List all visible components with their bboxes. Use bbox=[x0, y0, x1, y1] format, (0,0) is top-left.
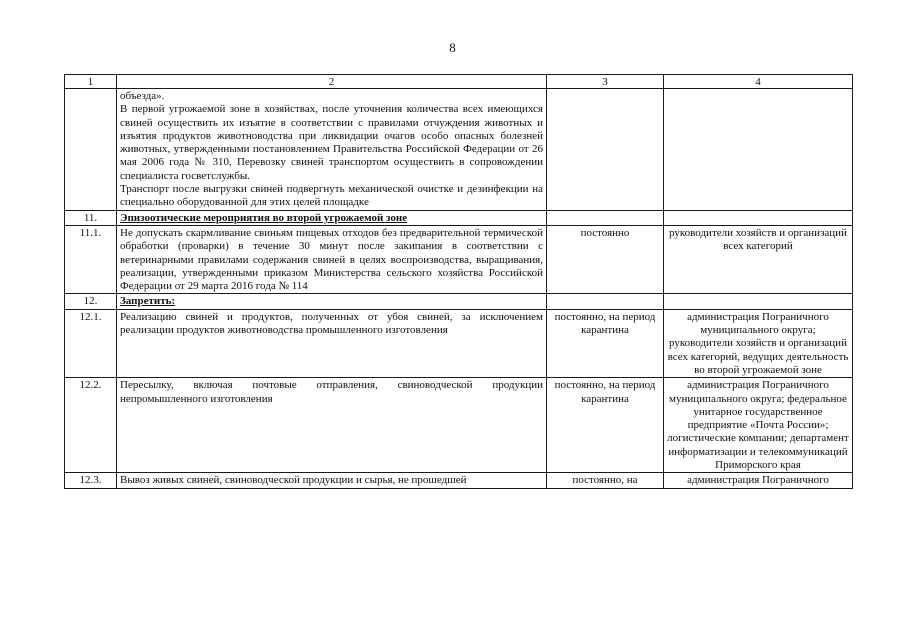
row-responsible bbox=[664, 89, 853, 211]
row-number: 12. bbox=[65, 294, 117, 309]
row-number bbox=[65, 89, 117, 211]
row-text bbox=[117, 89, 547, 211]
row-paragraph: В первой угрожаемой зоне в хозяйствах, после уточнения количества всех имеющихся свиней осуществить их изъятие в соответствии с правилами отчуждения животных и изъятия продуктов животноводства при ликвидации очагов особо опасных болезней животных, утвержденными постановлением Правительства Российской Федерации от 26 мая 2006 года № 310, Перевозку свиней транспортом осуществить в сопровождении специалиста госветслужбы. bbox=[120, 103, 543, 182]
table-row bbox=[65, 225, 853, 293]
row-responsible: администрация Пограничного bbox=[664, 473, 853, 488]
row-term bbox=[547, 89, 664, 211]
table-row bbox=[65, 309, 853, 377]
row-paragraph: Транспорт после выгрузки свиней подвергнуть механической очистке и дезинфекции на специально оборудованной для этих целей площадке bbox=[120, 183, 543, 209]
measures-table bbox=[64, 74, 853, 489]
table-row bbox=[65, 473, 853, 488]
section-heading: Эпизоотические мероприятия во второй угрожаемой зоне bbox=[117, 210, 547, 225]
header-cell-2: 2 bbox=[117, 75, 547, 89]
row-term: постоянно bbox=[547, 225, 664, 293]
table-row-section bbox=[65, 210, 853, 225]
row-responsible: руководители хозяйств и организаций всех категорий bbox=[664, 225, 853, 293]
row-text: Не допускать скармливание свиньям пищевых отходов без предварительной термической обработки (проварки) в течение 30 минут после закипания в соответствии с ветеринарными правилами содержания свиней в целях воспроизводства, выращивания, реализации, утвержденными приказом Министерства сельского хозяйства Российской Федерации от 29 марта 2016 года № 114 bbox=[117, 225, 547, 293]
row-number: 12.1. bbox=[65, 309, 117, 377]
row-term bbox=[547, 210, 664, 225]
row-number: 12.3. bbox=[65, 473, 117, 488]
row-number: 12.2. bbox=[65, 378, 117, 473]
row-term: постоянно, на bbox=[547, 473, 664, 488]
header-cell-4: 4 bbox=[664, 75, 853, 89]
row-term bbox=[547, 294, 664, 309]
header-cell-3: 3 bbox=[547, 75, 664, 89]
row-responsible: администрация Пограничного муниципального округа; федеральное унитарное государственное предприятие «Почта России»; логистические компании; департамент информатизации и телекоммуникаций Приморского края bbox=[664, 378, 853, 473]
row-number: 11. bbox=[65, 210, 117, 225]
table-row bbox=[65, 89, 853, 211]
row-text: Пересылку, включая почтовые отправления, свиноводческой продукции непромышленного изготовления bbox=[117, 378, 547, 473]
row-term: постоянно, на период карантина bbox=[547, 378, 664, 473]
row-paragraph: объезда». bbox=[120, 90, 165, 102]
page-number: 8 bbox=[449, 40, 456, 55]
row-responsible bbox=[664, 210, 853, 225]
row-number: 11.1. bbox=[65, 225, 117, 293]
row-responsible bbox=[664, 294, 853, 309]
header-cell-1: 1 bbox=[65, 75, 117, 89]
row-responsible: администрация Пограничного муниципального округа; руководители хозяйств и организаций всех категорий, ведущих деятельность во второй угрожаемой зоне bbox=[664, 309, 853, 377]
table-row bbox=[65, 378, 853, 473]
row-text: Реализацию свиней и продуктов, полученных от убоя свиней, за исключением реализации продуктов животноводства промышленного изготовления bbox=[117, 309, 547, 377]
table-row-section bbox=[65, 294, 853, 309]
row-text: Вывоз живых свиней, свиноводческой продукции и сырья, не прошедшей bbox=[117, 473, 547, 488]
section-heading: Запретить: bbox=[117, 294, 547, 309]
row-term: постоянно, на период карантина bbox=[547, 309, 664, 377]
table-header-row bbox=[65, 75, 853, 89]
